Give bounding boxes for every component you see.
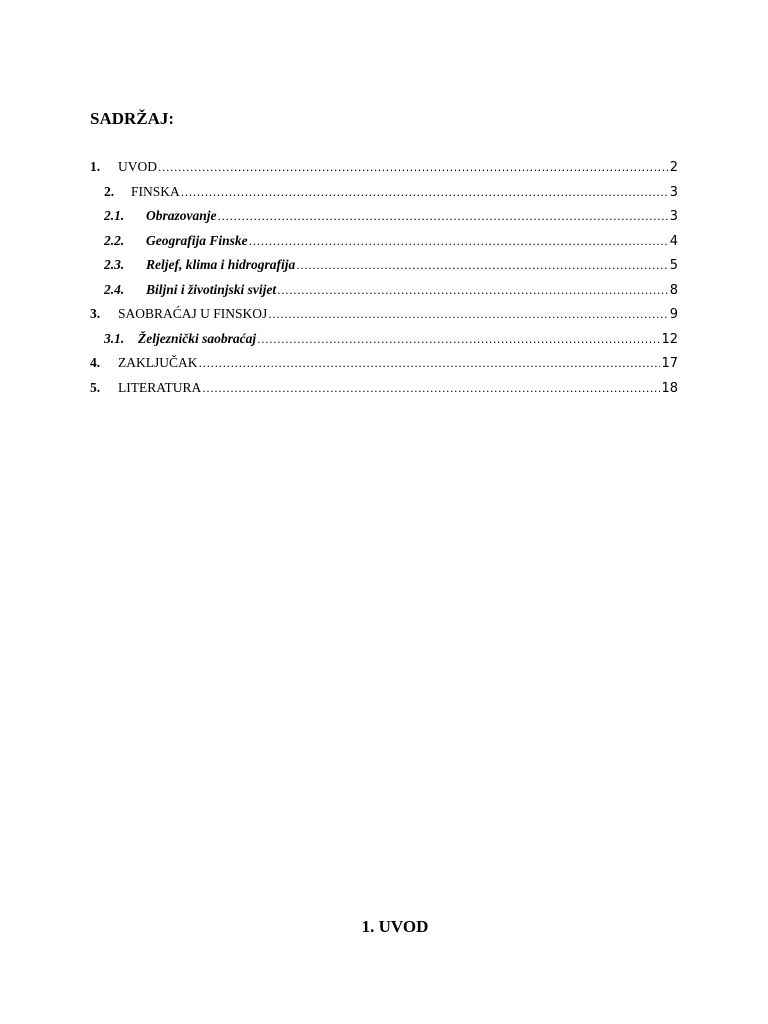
toc-entry-page: 17 xyxy=(661,356,678,371)
toc-entry-page: 18 xyxy=(661,380,678,396)
toc-entry-number: 3. xyxy=(90,306,101,321)
toc-entry-biljni-zivotinjski-svijet[interactable] xyxy=(90,278,678,303)
toc-dot-leader xyxy=(199,352,661,377)
toc-entry-reljef-klima-hidrografija[interactable] xyxy=(90,253,678,278)
toc-entry-number: 2. xyxy=(104,183,115,199)
toc-entry-page: 9 xyxy=(669,307,678,322)
toc-dot-leader xyxy=(218,205,669,230)
toc-entry-finska[interactable] xyxy=(90,180,678,205)
toc-entry-label: Reljef, klima i hidrografija xyxy=(146,257,296,272)
toc-entry-page: 2 xyxy=(669,160,678,175)
toc-entry-label: Geografija Finske xyxy=(146,232,248,248)
toc-entry-literatura[interactable] xyxy=(90,376,678,401)
toc-entry-page: 12 xyxy=(661,331,678,347)
toc-entry-number: 2.4. xyxy=(104,281,125,297)
toc-entry-number: 2.2. xyxy=(104,232,125,248)
toc-entry-zeljeznicki-saobracaj[interactable] xyxy=(90,327,678,352)
toc-entry-number: 4. xyxy=(90,355,101,370)
toc-entry-label: FINSKA xyxy=(131,183,180,199)
toc-dot-leader xyxy=(202,377,660,402)
toc-entry-page: 5 xyxy=(669,258,678,273)
toc-dot-leader xyxy=(296,254,668,279)
toc-entry-geografija-finske[interactable] xyxy=(90,229,678,254)
toc-entry-number: 2.3. xyxy=(104,257,125,272)
toc-entry-label: UVOD xyxy=(118,159,157,174)
toc-title: SADRŽAJ: xyxy=(90,109,175,128)
toc-dot-leader xyxy=(257,328,660,353)
toc-entry-number: 1. xyxy=(90,159,101,174)
toc-dot-leader xyxy=(277,279,669,304)
toc-entry-saobracaj-u-finskoj[interactable] xyxy=(90,302,678,327)
toc-entry-label: Biljni i životinjski svijet xyxy=(146,281,277,297)
toc-entry-zakljucak[interactable] xyxy=(90,351,678,376)
toc-dot-leader xyxy=(268,303,668,328)
toc-entry-label: SAOBRAĆAJ U FINSKOJ xyxy=(118,306,268,321)
toc-entry-label: LITERATURA xyxy=(118,379,202,395)
toc-entry-number: 3.1. xyxy=(104,330,125,346)
toc-entry-number: 2.1. xyxy=(104,208,125,223)
toc-dot-leader xyxy=(249,230,669,255)
toc-entry-uvod[interactable] xyxy=(90,155,678,180)
toc-entry-page: 8 xyxy=(669,282,678,298)
table-of-contents xyxy=(90,155,678,400)
toc-entry-label: ZAKLJUČAK xyxy=(118,355,198,370)
toc-entry-label: Obrazovanje xyxy=(146,208,217,223)
toc-entry-page: 3 xyxy=(669,209,678,224)
toc-entry-page: 3 xyxy=(669,184,678,200)
toc-dot-leader xyxy=(158,156,669,181)
toc-entry-label: Željeznički saobraćaj xyxy=(138,330,257,346)
toc-entry-obrazovanje[interactable] xyxy=(90,204,678,229)
toc-entry-page: 4 xyxy=(669,233,678,249)
toc-dot-leader xyxy=(181,181,669,206)
section-heading-uvod: 1. UVOD xyxy=(361,917,429,936)
toc-entry-number: 5. xyxy=(90,379,101,395)
